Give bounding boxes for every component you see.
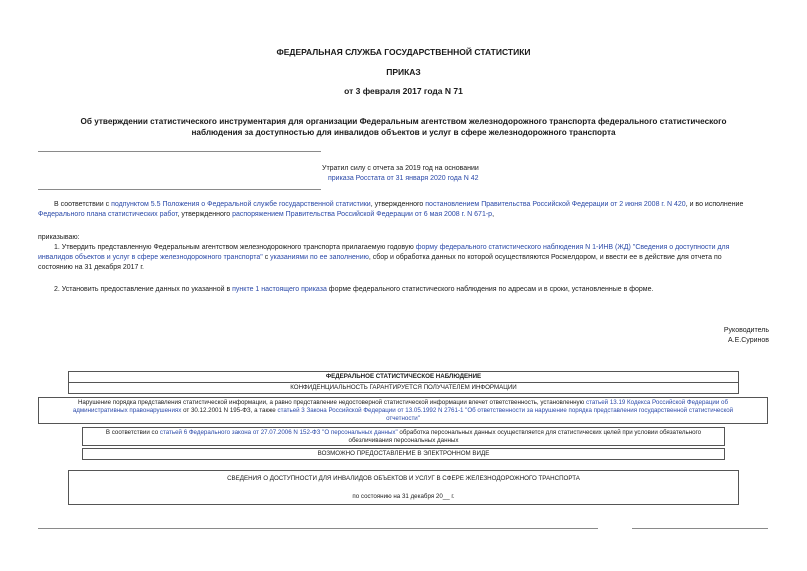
item1-text: 1. Утвердить представленную Федеральным агентством железнодорожного транспорта прилагаемую годовую [54,244,416,251]
item2-text: форме федерального статистического наблюдения по адресам и в сроки, установленные в форме. [326,286,654,293]
pd-text: обезличивания персональных данных [348,437,459,444]
doc-date: от 3 февраля 2017 года N 71 [344,86,463,96]
coap-link[interactable]: статьей 13.19 Кодекса Российской Федерации об [586,399,729,406]
signature-name: А.Е.Суринов [728,337,769,344]
electronic-box: ВОЗМОЖНО ПРЕДОСТАВЛЕНИЕ В ЭЛЕКТРОННОМ ВИДЕ [82,448,725,460]
government-order-link[interactable]: распоряжением Правительства Российской Федерации от 6 мая 2008 г. N 671-р [232,211,493,218]
pd-text: В соответствии со [105,429,160,436]
item-1 [38,243,768,273]
preamble-text: , утвержденного [177,211,233,218]
instructions-link[interactable]: указаниями по ее заполнению [270,254,369,261]
regulation-link[interactable]: подпунктом 5.5 Положения о Федеральной службе государственной статистики [111,201,371,208]
coap-link-cont[interactable]: административных правонарушениях [72,406,182,414]
report-title: СВЕДЕНИЯ О ДОСТУПНОСТИ ДЛЯ ИНВАЛИДОВ ОБЪЕКТОВ И УСЛУГ В СФЕРЕ ЖЕЛЕЗНОДОРОЖНОГО ТРАНСПОРТА [227,475,580,482]
observation-box: ФЕДЕРАЛЬНОЕ СТАТИСТИЧЕСКОЕ НАБЛЮДЕНИЕ [68,371,739,383]
personal-data-box [82,427,725,446]
pd-law-link[interactable]: статьей 6 Федерального закона от 27.07.2006 N 152-ФЗ "О персональных данных" [159,429,398,436]
preamble [38,200,768,220]
pd-text: обработка персональных данных осуществляется для статистических целей при условии обязательного [397,429,702,436]
signature [724,326,769,346]
divider-top [38,151,321,152]
form-link[interactable]: форму федерального статистического наблюдения N 1-ИНВ (ЖД) "Сведения о доступности для [415,244,730,251]
preamble-text: , утвержденного [370,201,426,208]
item2-text: 2. Установить предоставление данных по указанной в [54,286,233,293]
signature-role: Руководитель [723,327,769,334]
form-link-cont[interactable]: инвалидов объектов и услуг в сфере железнодорожного транспорта" [38,254,263,261]
item1-text: с [262,254,271,261]
divider-bottom [38,189,321,190]
doc-title-line2: наблюдения за доступностью для инвалидов объектов и услуг в сфере железнодорожного транспорта [191,128,616,137]
government-decree-link[interactable]: постановлением Правительства Российской Федерации от 2 июня 2008 г. N 420 [425,201,686,208]
bottom-rule-left [38,528,598,529]
violation-box [38,397,768,424]
item1-text: , сбор и обработка данных по которой осуществляются Росжелдором, и ввести ее в действие для отчета по [368,254,722,261]
preamble-text: , и во исполнение [685,201,744,208]
revoked-line: Утратил силу с отчета за 2019 год на основании [322,165,479,172]
bottom-rule-right [632,528,768,529]
order-word: приказываю: [38,234,80,241]
confidential-box: КОНФИДЕНЦИАЛЬНОСТЬ ГАРАНТИРУЕТСЯ ПОЛУЧАТЕЛЕМ ИНФОРМАЦИИ [68,382,739,394]
revoked-note [322,164,479,184]
agency-name: ФЕДЕРАЛЬНАЯ СЛУЖБА ГОСУДАРСТВЕННОЙ СТАТИСТИКИ [276,47,531,57]
preamble-text: , [492,211,495,218]
law-link[interactable]: статьей 3 Закона Российской Федерации от 13.05.1992 N 2761-1 "Об ответственности за нарушение порядка представления государственной статистической [277,406,734,414]
report-date: по состоянию на 31 декабря 20__ г. [352,493,455,500]
doc-title [0,116,807,138]
federal-plan-link[interactable]: Федерального плана статистических работ [38,211,178,218]
report-box [68,470,739,505]
preamble-text: В соответствии с [54,201,112,208]
law-link-cont[interactable]: отчетности" [386,414,420,422]
violation-text: Нарушение порядка представления статистической информации, а равно представление недостоверной статистической информации влечет ответственность, установленную [77,399,586,406]
item1-text: состоянию на 31 декабря 2017 г. [38,264,144,271]
violation-text: от 30.12.2001 N 195-ФЗ, а также [181,406,278,414]
item-2 [54,285,768,295]
revoked-link[interactable]: приказа Росстата от 31 января 2020 года N 42 [328,175,479,182]
item1-ref-link[interactable]: пункте 1 настоящего приказа [232,286,327,293]
doc-type: ПРИКАЗ [386,67,421,77]
doc-title-line1: Об утверждении статистического инструментария для организации Федеральным агентством железнодорожного транспорта федерального статистического [80,117,727,126]
